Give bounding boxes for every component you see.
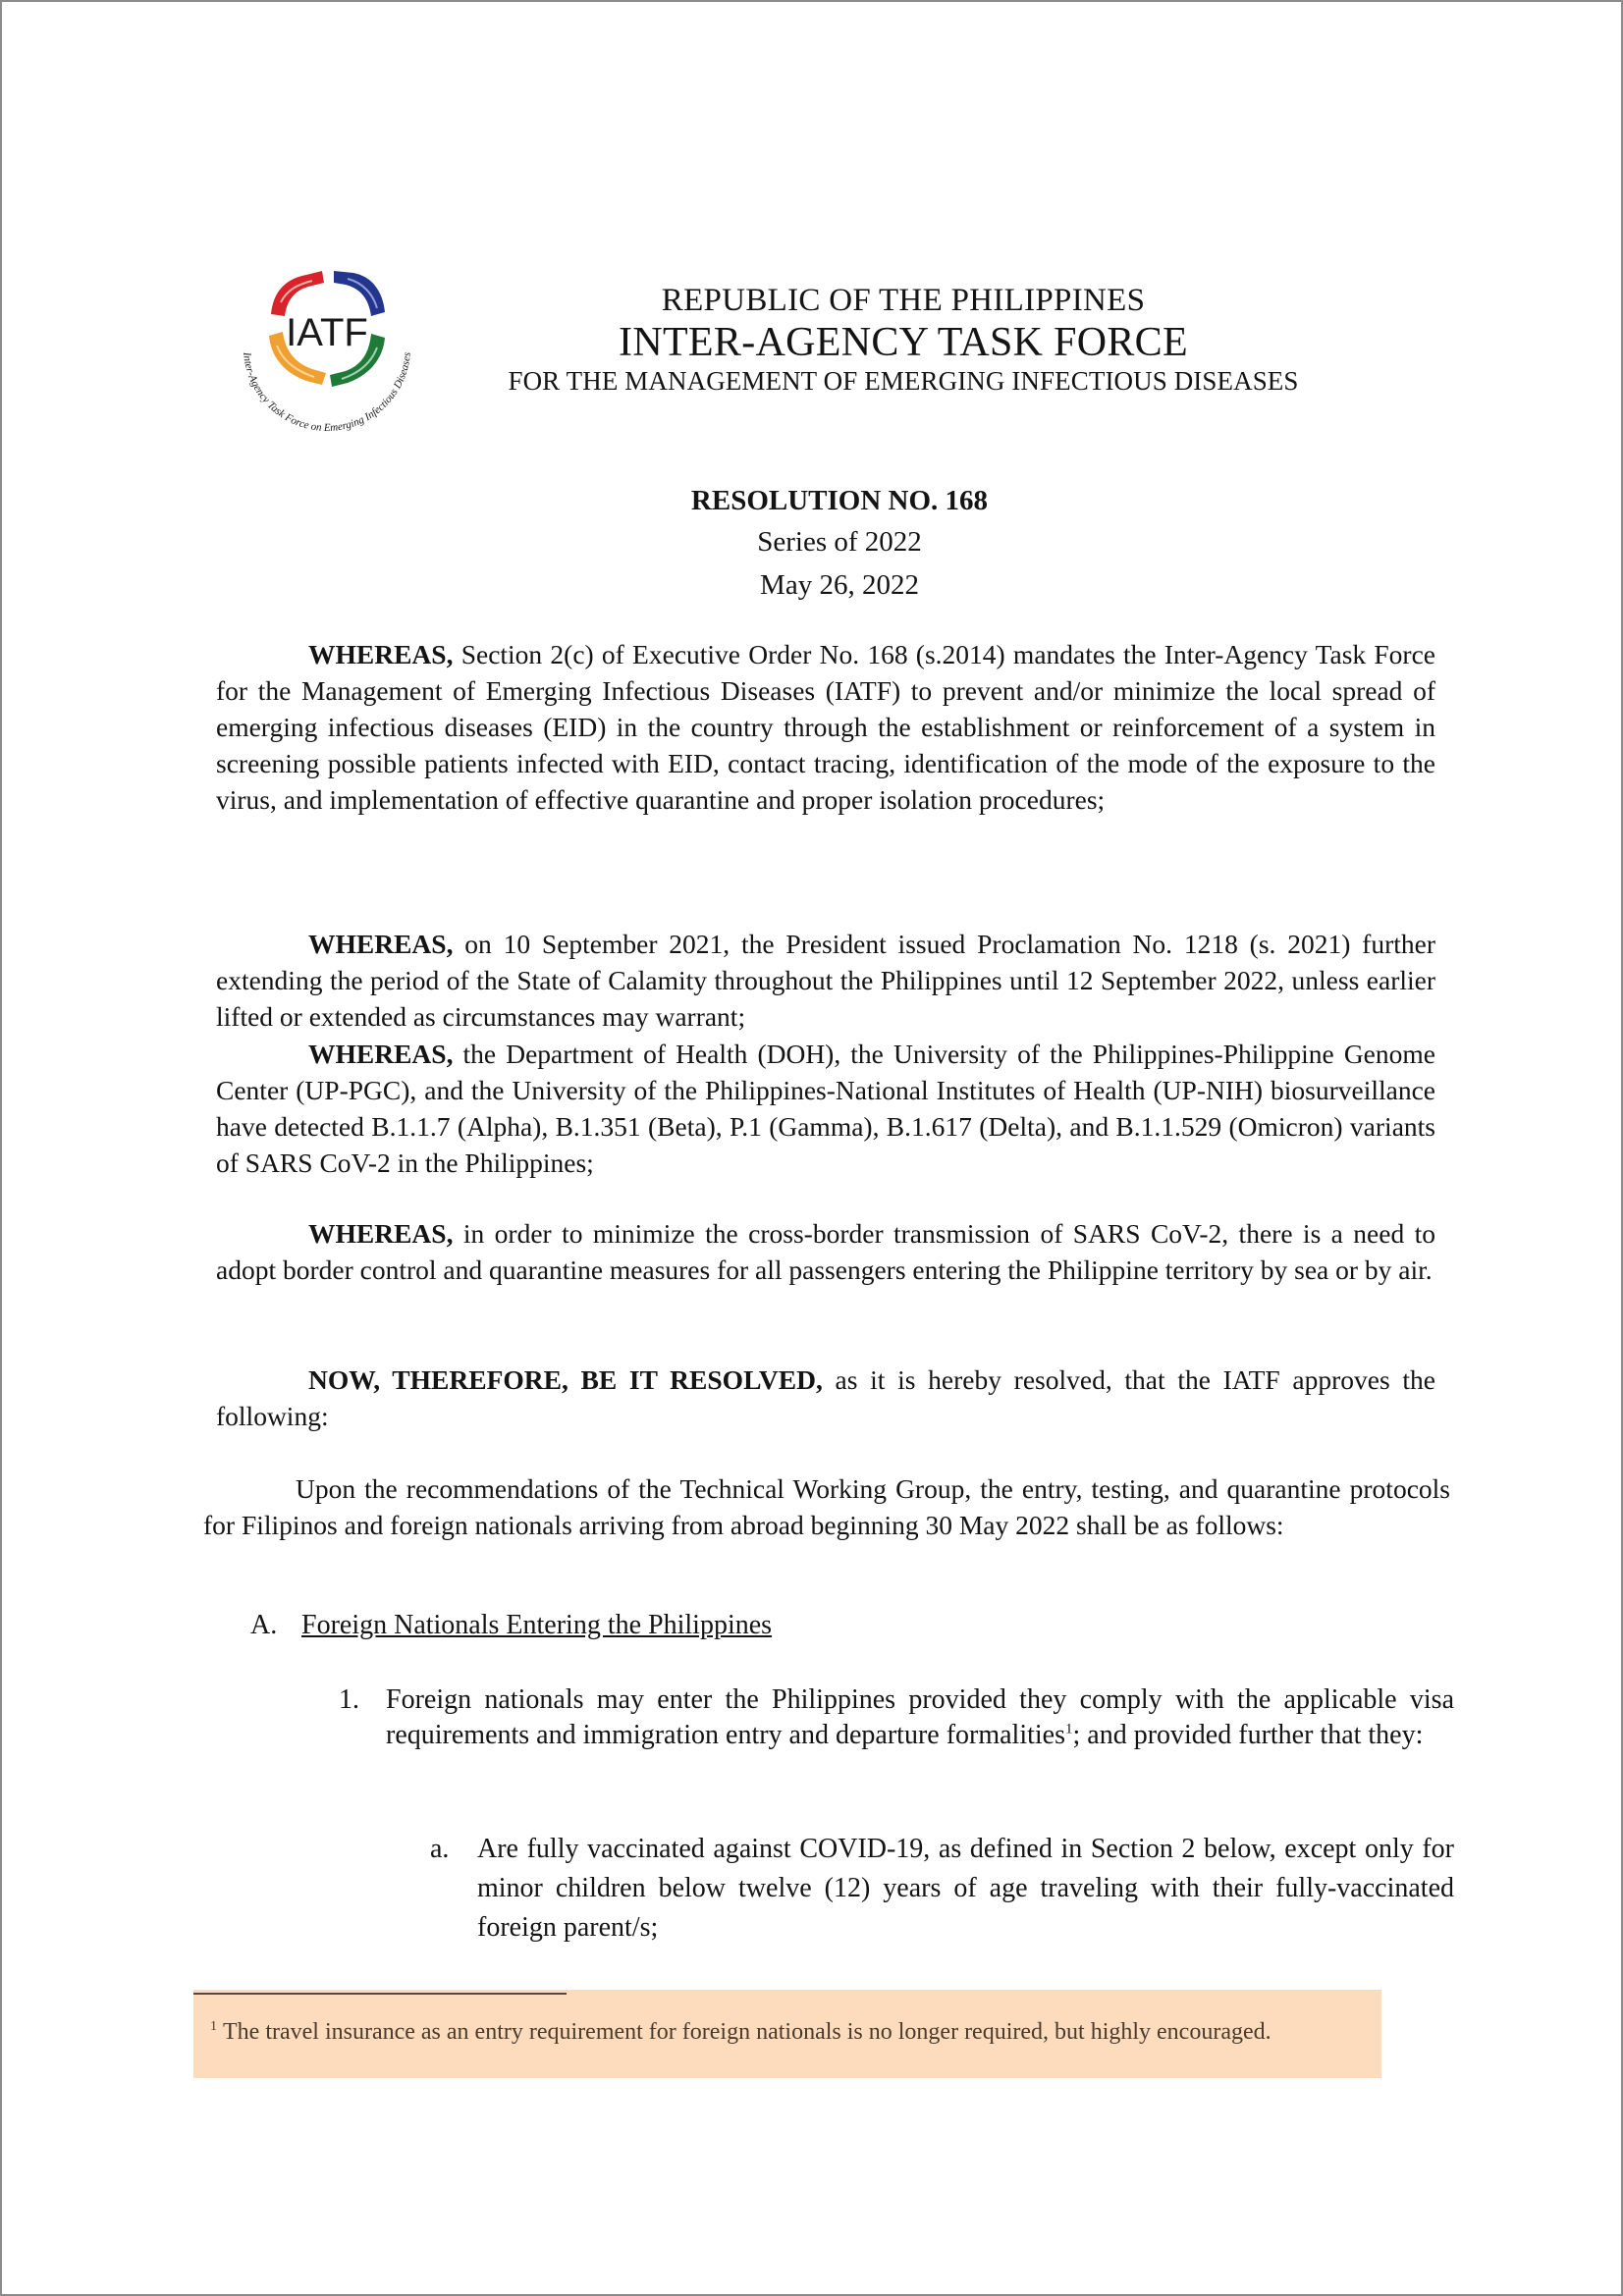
- footnote-reference[interactable]: 1: [1065, 1721, 1073, 1737]
- iatf-logo-hands-icon: [224, 257, 426, 434]
- footnote-separator: [193, 1993, 567, 1995]
- whereas-lead: WHEREAS,: [308, 639, 454, 669]
- paragraph-text: Upon the recommendations of the Technical Working Group, the entry, testing, and quarantine protocols for Filipinos and foreign nationals arriving from abroad beginning 30 May 2022 shall be as follows:: [203, 1473, 1450, 1540]
- list-number: 1.: [339, 1684, 359, 1715]
- recommendations-paragraph: [203, 1470, 1450, 1543]
- item-text-after: ; and provided further that they:: [1072, 1720, 1424, 1750]
- list-letter: a.: [430, 1834, 450, 1864]
- whereas-paragraph-3: [216, 1036, 1435, 1181]
- resolution-series: Series of 2022: [757, 526, 922, 558]
- list-item-a: [430, 1830, 1454, 1948]
- whereas-paragraph-4: [216, 1215, 1435, 1288]
- whereas-lead: WHEREAS,: [308, 1039, 454, 1069]
- whereas-paragraph-1: [216, 636, 1435, 818]
- paragraph-text: in order to minimize the cross-border transmission of SARS CoV-2, there is a need to adopt border control and quarantine measures for all passengers entering the Philippine territory by sea or by air.: [216, 1218, 1435, 1285]
- letterhead-republic: REPUBLIC OF THE PHILIPPINES: [661, 283, 1146, 318]
- paragraph-text: as it is hereby resolved, that the IATF approves the following:: [216, 1364, 1435, 1431]
- svg-text:IATF: IATF: [286, 311, 368, 354]
- resolved-paragraph: [216, 1362, 1435, 1434]
- resolution-heading: [550, 481, 1129, 607]
- whereas-lead: WHEREAS,: [308, 1218, 454, 1249]
- item-text-before: Foreign nationals may enter the Philippines provided they comply with the applicable visa requirements and immigration entry and departure formalities: [386, 1684, 1454, 1750]
- footnote: [210, 2017, 1379, 2047]
- resolution-date: May 26, 2022: [760, 569, 919, 601]
- section-title: Foreign Nationals Entering the Philippines: [301, 1610, 773, 1640]
- paragraph-text: Section 2(c) of Executive Order No. 168 (s.2014) mandates the Inter-Agency Task Force for the Management of Emerging Infectious Diseases (IATF) to prevent and/or minimize the local spread of emerging infectious diseases (EID) in the country through the establishment or reinforcement of a system in screening possible patients infected with EID, contact tracing, identification of the mode of the exposure to the virus, and implementation of effective quarantine and proper isolation procedures;: [216, 639, 1435, 815]
- letterhead-subtitle: FOR THE MANAGEMENT OF EMERGING INFECTIOUS DISEASES: [508, 366, 1299, 396]
- whereas-paragraph-2: [216, 926, 1435, 1035]
- whereas-lead: WHEREAS,: [308, 929, 454, 959]
- resolved-lead: NOW, THEREFORE, BE IT RESOLVED,: [308, 1364, 823, 1395]
- list-item-text: Are fully vaccinated against COVID-19, as defined in Section 2 below, except only for minor children below twelve (12) years of age traveling with their fully-vaccinated foreign parent/s;: [477, 1834, 1454, 1943]
- footnote-marker: 1: [210, 2019, 217, 2034]
- section-a-heading: [250, 1608, 772, 1643]
- paragraph-text: on 10 September 2021, the President issued Proclamation No. 1218 (s. 2021) further extending the period of the State of Calamity throughout the Philippines until 12 September 2022, unless earlier lifted or extended as circumstances may warrant;: [216, 929, 1435, 1032]
- footnote-text: The travel insurance as an entry requirement for foreign nationals is no longer required, but highly encouraged.: [223, 2019, 1271, 2045]
- section-letter: A.: [250, 1610, 278, 1640]
- letterhead-agency-name: INTER-AGENCY TASK FORCE: [619, 320, 1188, 365]
- letterhead: [432, 281, 1375, 397]
- list-item-1: [339, 1682, 1454, 1753]
- list-item-text: [386, 1682, 1454, 1753]
- svg-text:Inter-Agency Task Force on Eme: Inter-Agency Task Force on Emerging Infectious Diseases: [241, 351, 413, 434]
- paragraph-text: the Department of Health (DOH), the University of the Philippines-Philippine Genome Center (UP-PGC), and the University of the Philippines-National Institutes of Health (UP-NIH) biosurveillance have detected B.1.1.7 (Alpha), B.1.351 (Beta), P.1 (Gamma), B.1.617 (Delta), and B.1.1.529 (Omicron) variants of SARS CoV-2 in the Philippines;: [216, 1039, 1435, 1178]
- resolution-number: RESOLUTION NO. 168: [690, 485, 989, 516]
- iatf-logo: [224, 257, 426, 434]
